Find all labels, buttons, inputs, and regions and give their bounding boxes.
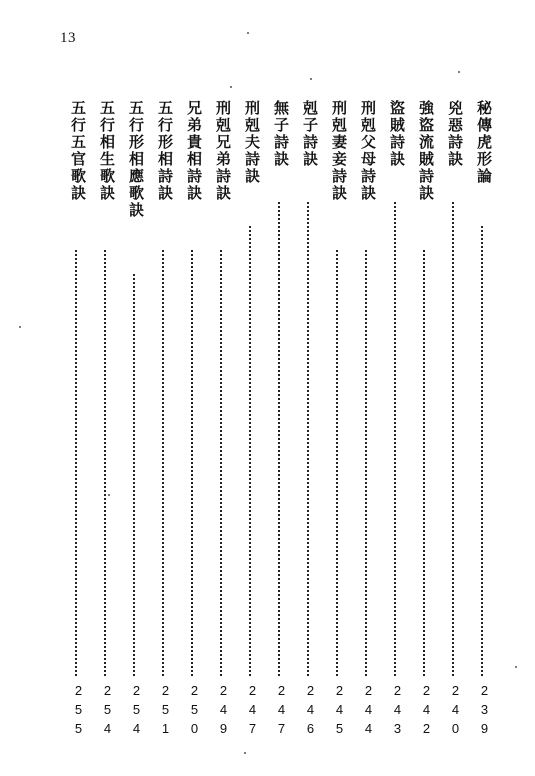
dot-leader: [75, 250, 82, 676]
toc-entry: [414, 100, 438, 768]
dot-leader: [249, 226, 256, 676]
toc-entry: [472, 100, 496, 768]
dot-leader: [336, 250, 343, 676]
toc-entry: [153, 100, 177, 768]
entry-title: 盜賊詩訣: [388, 100, 406, 168]
dot-leader: [220, 250, 227, 676]
entry-page-number: 244: [361, 683, 376, 740]
entry-page-number: 240: [448, 683, 463, 740]
dot-leader: [365, 250, 372, 676]
entry-page-number: 255: [71, 683, 86, 740]
toc-entry: [443, 100, 467, 768]
dot-leader: [394, 202, 401, 676]
scan-speck: [515, 666, 517, 668]
scan-speck: [458, 71, 460, 73]
entry-page-number: 254: [129, 683, 144, 740]
entry-page-number: 247: [245, 683, 260, 740]
toc-entry: [211, 100, 235, 768]
dot-leader: [191, 250, 198, 676]
entry-title: 無子詩訣: [272, 100, 290, 168]
entry-title: 強盜流賊詩訣: [417, 100, 435, 202]
entry-page-number: 254: [100, 683, 115, 740]
entry-title: 秘傳虎形論: [475, 100, 493, 185]
dot-leader: [104, 250, 111, 676]
toc-entry: [124, 100, 148, 768]
entry-page-number: 247: [274, 683, 289, 740]
entry-title: 五行形相詩訣: [156, 100, 174, 202]
entry-page-number: 246: [303, 683, 318, 740]
scan-speck: [19, 326, 21, 328]
toc-entry: [269, 100, 293, 768]
dot-leader: [133, 274, 140, 676]
toc-entry: [356, 100, 380, 768]
dot-leader: [423, 250, 430, 676]
toc-entry: [385, 100, 409, 768]
dot-leader: [481, 226, 488, 676]
scan-speck: [108, 494, 110, 496]
entry-title: 刑剋兄弟詩訣: [214, 100, 232, 202]
entry-page-number: 245: [332, 683, 347, 740]
entry-title: 兄弟貴相詩訣: [185, 100, 203, 202]
entry-page-number: 239: [477, 683, 492, 740]
dot-leader: [278, 202, 285, 676]
dot-leader: [307, 202, 314, 676]
entry-title: 五行相生歌訣: [98, 100, 116, 202]
toc-entry: [327, 100, 351, 768]
dot-leader: [162, 250, 169, 676]
entry-title: 刑剋夫詩訣: [243, 100, 261, 185]
entry-title: 刑剋父母詩訣: [359, 100, 377, 202]
entry-title: 剋子詩訣: [301, 100, 319, 168]
entry-title: 兇惡詩訣: [446, 100, 464, 168]
toc-entry: [66, 100, 90, 768]
toc-entry: [95, 100, 119, 768]
entry-title: 五行五官歌訣: [69, 100, 87, 202]
page-number: 13: [60, 30, 76, 46]
entry-page-number: 242: [419, 683, 434, 740]
scan-speck: [310, 78, 312, 80]
entry-title: 五行形相應歌訣: [127, 100, 145, 219]
toc-entry: [240, 100, 264, 768]
toc-entry: [182, 100, 206, 768]
entry-title: 刑剋妻妾詩訣: [330, 100, 348, 202]
scan-speck: [230, 86, 232, 88]
scan-speck: [247, 32, 249, 34]
dot-leader: [452, 202, 459, 676]
toc-entry: [298, 100, 322, 768]
entry-page-number: 249: [216, 683, 231, 740]
entry-page-number: 250: [187, 683, 202, 740]
scan-speck: [244, 752, 246, 754]
entry-page-number: 243: [390, 683, 405, 740]
entry-page-number: 251: [158, 683, 173, 740]
